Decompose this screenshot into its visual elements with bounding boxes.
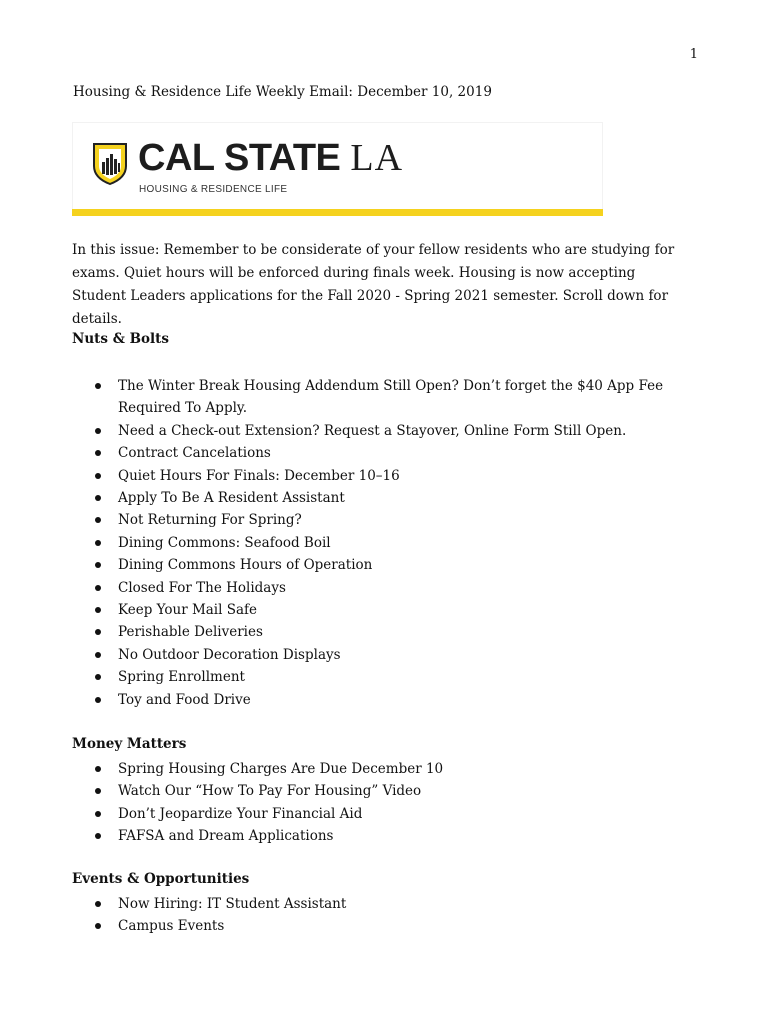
list-item[interactable]: Need a Check-out Extension? Request a Stayover, Online Form Still Open. [72,420,672,442]
money-matters-list [72,758,672,848]
list-item[interactable]: Dining Commons Hours of Operation [72,554,672,576]
nuts-bolts-list [72,375,672,711]
banner-brand [138,136,403,180]
list-item[interactable]: FAFSA and Dream Applications [72,825,672,847]
list-item[interactable]: Toy and Food Drive [72,689,672,711]
brand-la-text: LA [350,137,404,179]
list-item[interactable]: Not Returning For Spring? [72,509,672,531]
banner-accent-stripe [72,209,603,216]
banner-subtitle: HOUSING & RESIDENCE LIFE [139,184,288,195]
events-list [72,893,672,938]
list-item[interactable]: Watch Our “How To Pay For Housing” Video [72,780,672,802]
brand-bold-text: CAL STATE [138,137,341,179]
section-heading-nuts-bolts: Nuts & Bolts [72,331,169,347]
list-item[interactable]: Apply To Be A Resident Assistant [72,487,672,509]
cal-state-la-banner [72,122,603,216]
list-item[interactable]: Now Hiring: IT Student Assistant [72,893,672,915]
section-heading-money-matters: Money Matters [72,736,187,752]
list-item[interactable]: Dining Commons: Seafood Boil [72,532,672,554]
list-item[interactable]: Keep Your Mail Safe [72,599,672,621]
list-item[interactable]: Don’t Jeopardize Your Financial Aid [72,803,672,825]
list-item[interactable]: Quiet Hours For Finals: December 10–16 [72,465,672,487]
list-item[interactable]: Contract Cancelations [72,442,672,464]
list-item[interactable]: The Winter Break Housing Addendum Still Open? Don’t forget the $40 App Fee Required To Apply. [72,375,672,420]
document-title: Housing & Residence Life Weekly Email: December 10, 2019 [73,84,492,100]
list-item[interactable]: Perishable Deliveries [72,621,672,643]
section-heading-events: Events & Opportunities [72,871,250,887]
list-item[interactable]: Closed For The Holidays [72,577,672,599]
list-item[interactable]: Spring Housing Charges Are Due December 10 [72,758,672,780]
list-item[interactable]: Campus Events [72,915,672,937]
cal-state-la-seal-icon [91,140,129,186]
list-item[interactable]: No Outdoor Decoration Displays [72,644,672,666]
intro-paragraph: In this issue: Remember to be considerate of your fellow residents who are studying for exams. Quiet hours will be enforced during finals week. Housing is now accepting Student Leaders applications for the Fall 2020 - Spring 2021 semester. Scroll down for details. [72,242,675,327]
list-item[interactable]: Spring Enrollment [72,666,672,688]
page-number: 1 [689,47,698,62]
